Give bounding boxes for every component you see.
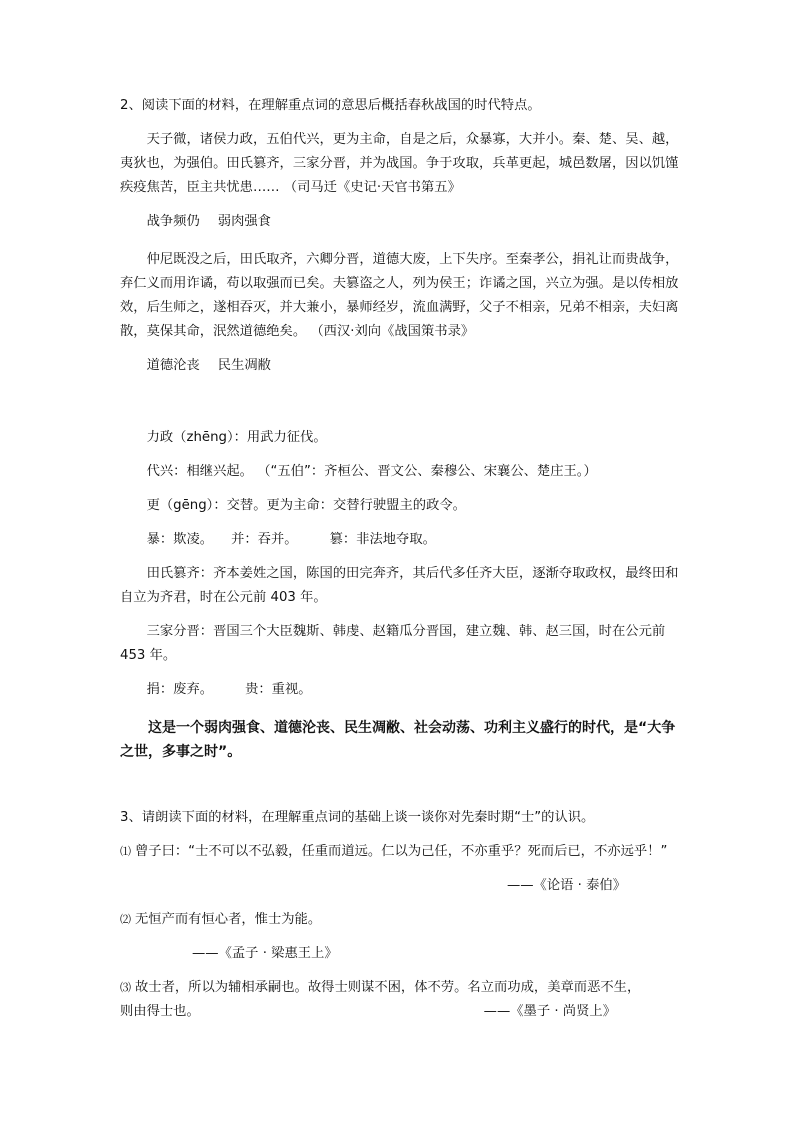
item-2-number: ⑵ — [120, 913, 131, 926]
document-page — [120, 94, 686, 1024]
note-gui: 贵：重视。 — [245, 682, 312, 697]
q3-item-2-source: ——《孟子 · 梁惠王上》 — [192, 946, 338, 961]
note-geng: 更（gēng）：交替。更为主命：交替行驶盟主的政令。 — [146, 498, 466, 513]
q2-heading: 2、阅读下面的材料，在理解重点词的意思后概括春秋战国的时代特点。 — [120, 98, 541, 113]
item-3-number: ⑶ — [120, 981, 131, 994]
q2-passage-2: 仲尼既没之后，田氏取齐，六卿分晋，道德大废，上下失序。至秦孝公，捐礼让而贵战争，弃仁义而用诈谲，苟以取强而已矣。夫篡盗之人，列为侯王；诈谲之国，兴立为强。是以传相放效，后生师之，遂相吞灭，并大兼小，暴师经岁，流血满野，父子不相亲，兄弟不相亲，夫妇离散，莫保其命，泯然道德绝矣。 （西汉·刘向《战国策书录》 — [120, 252, 679, 339]
note-juan: 捐：废弃。 — [146, 682, 214, 697]
q3-item-3-source: ——《墨子 · 尚贤上》 — [483, 1004, 616, 1019]
q2-answer-2 — [120, 354, 686, 378]
note-cuan: 篡：非法地夺取。 — [329, 532, 436, 547]
note-tianshi: 田氏篡齐：齐本姜姓之国，陈国的田完奔齐，其后代多任齐大臣，逐渐夺取政权，最终田和自立为齐君，时在公元前 403 年。 — [120, 566, 679, 605]
note-bing: 并：吞并。 — [231, 532, 298, 547]
q3-item-3-last-line — [120, 1000, 686, 1024]
q2-passage-1: 天子微，诸侯力政，五伯代兴，更为主命，自是之后，众暴寡，大并小。秦、楚、吴、越，夷狄也，为强伯。田氏篡齐，三家分晋，并为战国。争于攻取，兵革更起，城邑数屠，因以饥馑疾疫焦苦，臣主共忧患…… （司马迁《史记·天官书第五》 — [120, 132, 679, 195]
q3-item-1-source: ——《论语 · 泰伯》 — [506, 878, 626, 893]
item-3-text-end: 则由得士也。 — [120, 1004, 200, 1019]
item-3-text: 故士者，所以为辅相承嗣也。故得士则谋不困，体不劳。名立而功成，美章而恶不生， — [135, 980, 641, 995]
q3-heading: 3、请朗读下面的材料，在理解重点词的基础上谈一谈你对先秦时期“士”的认识。 — [120, 810, 595, 825]
note-daixing: 代兴：相继兴起。 （“五伯”：齐桓公、晋文公、秦穆公、宋襄公、楚庄王。） — [146, 464, 597, 479]
item-1-text: 曾子曰：“士不可以不弘毅，任重而道远。仁以为己任，不亦重乎？死而后已，不亦远乎！” — [135, 844, 668, 859]
note-sanjia: 三家分晋：晋国三个大臣魏斯、韩虔、赵籍瓜分晋国，建立魏、韩、赵三国，时在公元前 453 年。 — [120, 624, 666, 663]
answer-1b: 弱肉强食 — [217, 214, 271, 229]
answer-2a: 道德沦丧 — [146, 358, 200, 373]
answer-2b: 民生凋敝 — [217, 358, 271, 373]
item-1-number: ⑴ — [120, 845, 131, 858]
note-bao: 暴：欺凌。 — [146, 532, 214, 547]
q2-answer-1 — [120, 210, 686, 234]
item-2-text: 无恒产而有恒心者，惟士为能。 — [135, 912, 322, 927]
q3-item-3 — [120, 976, 686, 1000]
answer-1a: 战争频仍 — [146, 214, 200, 229]
note-bao-bing-cuan — [120, 528, 686, 552]
note-lizheng: 力政（zhēng）：用武力征伐。 — [146, 430, 327, 445]
q3-item-1 — [120, 840, 686, 864]
note-juan-gui — [120, 678, 686, 702]
q3-item-2 — [120, 908, 686, 932]
q2-conclusion: 这是一个弱肉强食、道德沦丧、民生凋敝、社会动荡、功利主义盛行的时代，是“大争之世，多事之时”。 — [120, 720, 676, 760]
